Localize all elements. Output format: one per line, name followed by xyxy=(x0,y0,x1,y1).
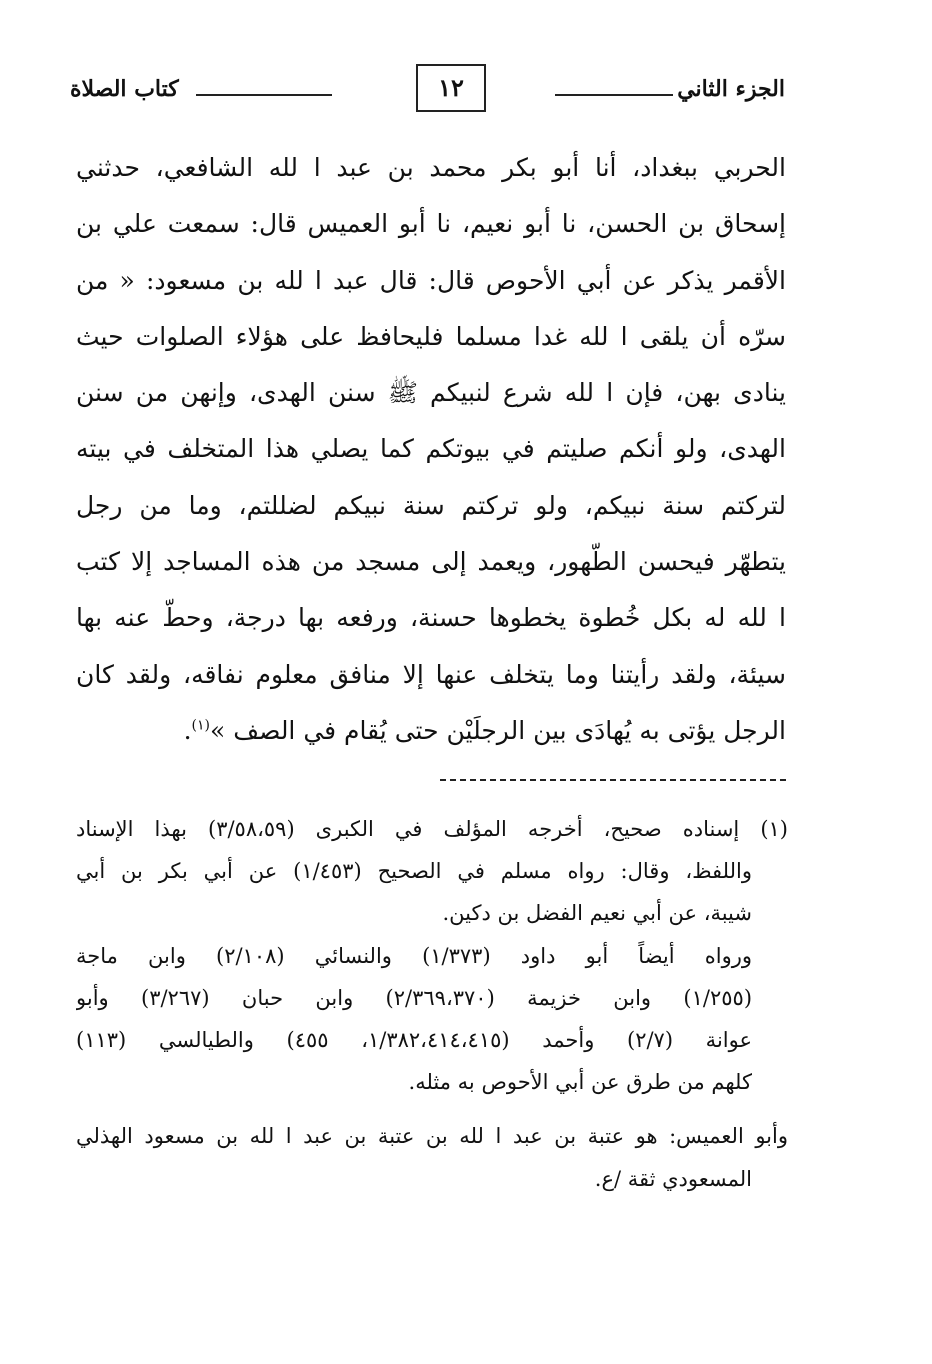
footnote-line: كلهم من طرق عن أبي الأحوص به مثله. xyxy=(408,1070,752,1095)
text-line: إسحاق بن الحسن، نا أبو نعيم، نا أبو العميس قال: سمعت علي بن xyxy=(76,209,786,239)
text-line: سيئة، ولقد رأيتنا وما يتخلف عنها إلا منافق معلوم نفاقه، ولقد كان xyxy=(76,659,786,689)
footnote-line: عوانة (٢/٧) وأحمد (١/٣٨٢،٤١٤،٤١٥، ٤٥٥) والطيالسي (١١٣) xyxy=(76,1027,752,1052)
text-line: لتركتم سنة نبيكم، ولو تركتم سنة نبيكم لضللتم، وما من رجل xyxy=(76,490,786,520)
footnote-line: واللفظ، وقال: رواه مسلم في الصحيح (١/٤٥٣) عن أبي بكر بن أبي xyxy=(76,859,752,884)
text-line: الرجل يؤتى به يُهادَى بين الرجلَيْن حتى يُقام في الصف » xyxy=(210,715,786,745)
footnote-line: (١) إسناده صحيح، أخرجه المؤلف في الكبرى (٣/٥٨،٥٩) بهذا الإسناد xyxy=(76,817,788,841)
footnote-line: وأبو العميس: هو عتبة بن عبد ا لله بن عتبة بن عبد ا لله بن مسعود الهذلي xyxy=(76,1124,788,1149)
footnote-line: المسعودي ثقة /ع. xyxy=(594,1166,752,1191)
footnote-separator xyxy=(440,779,786,781)
footnote-line: شيبة، عن أبي نعيم الفضل بن دكين. xyxy=(442,901,752,926)
text-line: سرّه أن يلقى ا لله غدا مسلما فليحافظ على هؤلاء الصلوات حيث xyxy=(76,321,786,351)
header-rule-right xyxy=(555,94,673,96)
page-header xyxy=(70,64,785,120)
header-rule-left xyxy=(196,94,332,96)
footnotes xyxy=(76,808,788,1200)
text-line-last xyxy=(76,703,786,759)
footnote-reference: (١) xyxy=(191,717,211,734)
page-number: ١٢ xyxy=(416,64,486,112)
text-line: الحربي ببغداد، أنا أبو بكر محمد بن عبد ا لله الشافعي، حدثني xyxy=(76,153,786,182)
text-line: ينادى بهن، فإن ا لله شرع لنبيكم ﷺ سنن الهدى، وإنهن من سنن xyxy=(76,378,786,408)
footnote-line: ورواه أيضاً أبو داود (١/٣٧٣) والنسائي (٢/١٠٨) وابن ماجة xyxy=(76,943,752,968)
book-title: كتاب الصلاة xyxy=(70,76,179,102)
end-punctuation: . xyxy=(183,715,192,745)
text-line: الأقمر يذكر عن أبي الأحوص قال: قال عبد ا لله بن مسعود: « من xyxy=(76,265,786,295)
text-line: ا لله له بكل خُطوة يخطوها حسنة، ورفعه بها درجة، وحطّ عنه بها xyxy=(76,603,786,633)
main-text xyxy=(76,140,786,759)
text-line: الهدى، ولو أنكم صليتم في بيوتكم كما يصلي هذا المتخلف في بيته xyxy=(76,434,786,464)
text-line: يتطهّر فيحسن الطّهور، ويعمد إلى مسجد من هذه المساجد إلا كتب xyxy=(76,547,786,577)
volume-title: الجزء الثاني xyxy=(677,76,785,102)
footnote-line: (١/٢٥٥) وابن خزيمة (٢/٣٦٩،٣٧٠) وابن حبان (٣/٢٦٧) وأبو xyxy=(76,985,753,1010)
